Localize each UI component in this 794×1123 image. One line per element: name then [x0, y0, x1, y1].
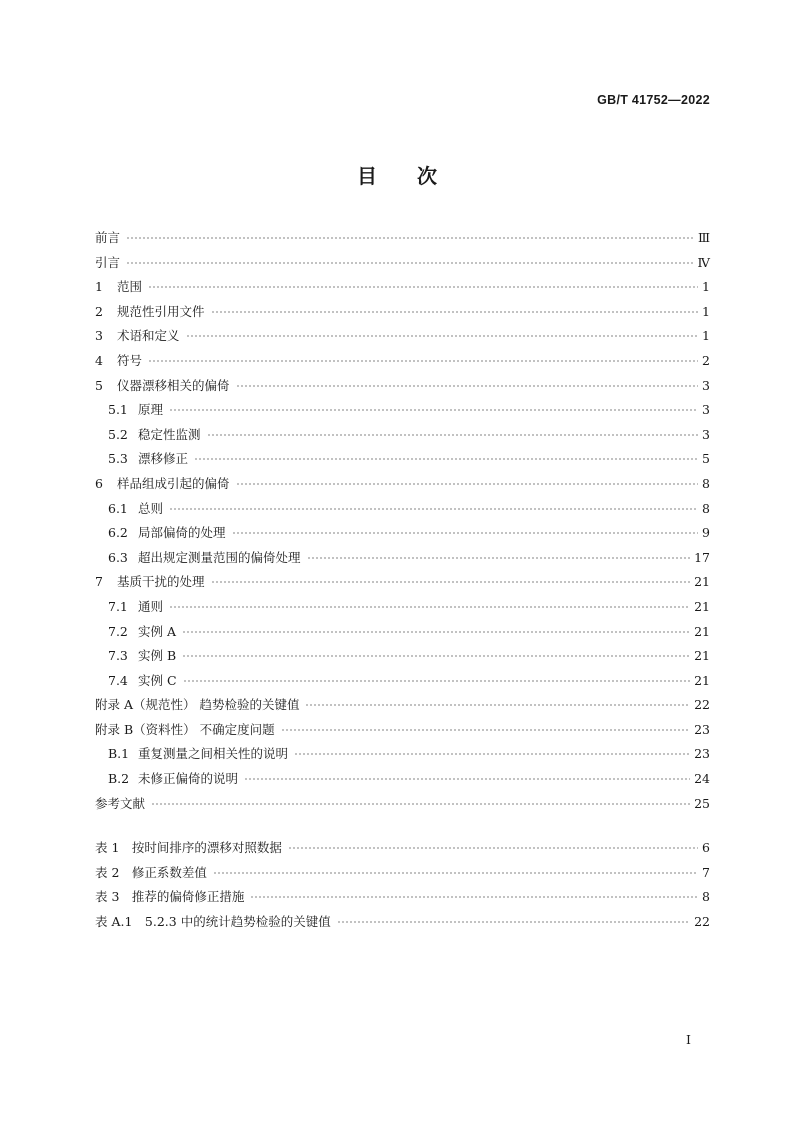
- toc-entry-title[interactable]: 实例 B: [138, 648, 177, 664]
- toc-entry-title[interactable]: 超出规定测量范围的偏倚处理: [138, 549, 301, 565]
- toc-entry[interactable]: [95, 226, 710, 251]
- dot-leader: [169, 409, 698, 411]
- toc-entry-title[interactable]: 重复测量之间相关性的说明: [138, 746, 289, 762]
- toc-entry-number: 6.1: [108, 500, 128, 516]
- toc-entry[interactable]: [95, 644, 710, 669]
- dot-leader: [288, 847, 698, 849]
- dot-leader: [232, 532, 699, 534]
- dot-leader: [126, 262, 693, 264]
- table-of-contents: [95, 226, 710, 816]
- toc-entry-title[interactable]: 表 1 按时间排序的漂移对照数据: [95, 840, 282, 855]
- toc-entry-title[interactable]: 局部偏倚的处理: [138, 525, 226, 541]
- toc-entry-number: 7.3: [108, 648, 128, 664]
- dot-leader: [337, 921, 690, 923]
- dot-leader: [250, 896, 698, 898]
- toc-entry-number: 7.4: [108, 672, 128, 688]
- list-of-tables: [95, 836, 710, 934]
- toc-entry-number: 7.2: [108, 623, 128, 639]
- dot-leader: [236, 483, 699, 485]
- toc-entry[interactable]: [95, 595, 710, 620]
- toc-entry[interactable]: [95, 300, 710, 325]
- toc-entry-page: 23: [694, 721, 710, 737]
- dot-leader: [186, 335, 699, 337]
- toc-entry[interactable]: [95, 836, 710, 861]
- toc-entry-title[interactable]: 附录 B（资料性） 不确定度问题: [95, 721, 275, 737]
- toc-entry-page: 21: [694, 648, 710, 664]
- toc-entry-title[interactable]: 未修正偏倚的说明: [138, 771, 239, 787]
- toc-entry-page: 23: [694, 746, 710, 762]
- dot-leader: [182, 631, 690, 633]
- dot-leader: [148, 286, 698, 288]
- toc-entry-page: 9: [702, 525, 710, 541]
- dot-leader: [305, 704, 690, 706]
- toc-entry-page: 22: [694, 697, 710, 713]
- toc-entry-page: 3: [702, 377, 710, 393]
- dot-leader: [182, 655, 690, 657]
- toc-entry-title[interactable]: 样品组成引起的偏倚: [117, 475, 230, 491]
- toc-entry[interactable]: [95, 349, 710, 374]
- page-title: 目次: [357, 164, 477, 188]
- toc-entry[interactable]: [95, 423, 710, 448]
- toc-entry-page: 24: [694, 771, 710, 787]
- toc-entry-page: 8: [702, 475, 710, 491]
- toc-entry-number: B.1: [108, 746, 130, 762]
- toc-entry-number: 2: [95, 303, 103, 319]
- toc-entry-number: 1: [95, 279, 103, 295]
- dot-leader: [126, 237, 694, 239]
- toc-entry-number: B.2: [108, 771, 130, 787]
- toc-entry-title[interactable]: 表 3 推荐的偏倚修正措施: [95, 889, 245, 905]
- toc-entry-title[interactable]: 原理: [138, 402, 164, 418]
- toc-entry[interactable]: [95, 669, 710, 694]
- dot-leader: [169, 508, 698, 510]
- toc-entry-title[interactable]: 通则: [138, 598, 164, 614]
- toc-entry[interactable]: [95, 472, 710, 497]
- toc-entry[interactable]: [95, 693, 710, 718]
- toc-entry-page: 21: [694, 574, 710, 590]
- toc-entry-page: 22: [694, 913, 710, 929]
- toc-entry[interactable]: [95, 792, 710, 817]
- dot-leader: [169, 606, 690, 608]
- toc-entry[interactable]: [95, 521, 710, 546]
- dot-leader: [148, 360, 698, 362]
- toc-entry[interactable]: [95, 398, 710, 423]
- page-number: I: [686, 1032, 691, 1047]
- toc-entry-page: 17: [694, 549, 710, 565]
- toc-entry-page: 3: [702, 426, 710, 442]
- toc-entry-number: 6: [95, 475, 103, 491]
- toc-entry-number: 4: [95, 352, 103, 368]
- toc-entry-page: 1: [702, 279, 710, 295]
- toc-entry[interactable]: [95, 546, 710, 571]
- toc-entry-title[interactable]: 参考文献: [95, 795, 146, 811]
- toc-entry-number: 3: [95, 328, 103, 344]
- toc-entry-number: 6.2: [108, 525, 128, 541]
- toc-entry-title[interactable]: 表 A.1 5.2.3 中的统计趋势检验的关键值: [95, 913, 331, 929]
- toc-entry-page: 25: [694, 795, 710, 811]
- toc-entry-title[interactable]: 漂移修正: [138, 451, 189, 467]
- toc-entry[interactable]: [95, 251, 710, 276]
- toc-entry[interactable]: [95, 742, 710, 767]
- dot-leader: [236, 385, 699, 387]
- toc-entry-title[interactable]: 前言: [95, 230, 121, 245]
- toc-entry-page: 21: [694, 672, 710, 688]
- toc-entry-page: 1: [702, 328, 710, 344]
- toc-entry-number: 5.2: [108, 426, 128, 442]
- dot-leader: [194, 458, 698, 460]
- toc-entry[interactable]: [95, 275, 710, 300]
- toc-entry-title[interactable]: 术语和定义: [117, 328, 180, 344]
- toc-entry[interactable]: [95, 374, 710, 399]
- toc-entry[interactable]: [95, 767, 710, 792]
- toc-entry-title[interactable]: 总则: [138, 500, 164, 516]
- toc-entry[interactable]: [95, 861, 710, 886]
- dot-leader: [151, 803, 690, 805]
- toc-entry-title[interactable]: 范围: [117, 279, 143, 295]
- toc-entry-title[interactable]: 仪器漂移相关的偏倚: [117, 377, 230, 393]
- toc-entry-title[interactable]: 引言: [95, 254, 121, 270]
- dot-leader: [213, 872, 698, 874]
- toc-entry-page: 1: [702, 303, 710, 319]
- toc-entry[interactable]: [95, 910, 710, 935]
- toc-entry-title[interactable]: 规范性引用文件: [117, 303, 205, 319]
- toc-entry[interactable]: [95, 324, 710, 349]
- toc-entry-title[interactable]: 附录 A（规范性） 趋势检验的关键值: [95, 697, 300, 713]
- toc-entry-title[interactable]: 表 2 修正系数差值: [95, 864, 207, 880]
- toc-entry-title[interactable]: 符号: [117, 352, 143, 368]
- standard-code: GB/T 41752—2022: [597, 93, 710, 107]
- toc-entry-page: Ⅳ: [697, 254, 710, 270]
- toc-entry-number: 7: [95, 574, 103, 590]
- toc-entry[interactable]: [95, 497, 710, 522]
- dot-leader: [307, 557, 691, 559]
- toc-entry-page: 5: [702, 451, 710, 467]
- dot-leader: [211, 311, 699, 313]
- toc-entry[interactable]: [95, 447, 710, 472]
- dot-leader: [281, 729, 690, 731]
- toc-entry-page: 3: [702, 402, 710, 418]
- toc-entry-page: 8: [702, 889, 710, 905]
- toc-entry-title[interactable]: 稳定性监测: [138, 426, 201, 442]
- dot-leader: [244, 778, 690, 780]
- toc-entry-number: 5.3: [108, 451, 128, 467]
- toc-entry-title[interactable]: 基质干扰的处理: [117, 574, 205, 590]
- toc-entry-page: 21: [694, 623, 710, 639]
- dot-leader: [207, 434, 699, 436]
- toc-entry-title[interactable]: 实例 C: [138, 672, 177, 688]
- toc-entry-number: 5: [95, 377, 103, 393]
- toc-entry-page: 7: [702, 864, 710, 880]
- toc-entry-number: 5.1: [108, 402, 128, 418]
- dot-leader: [183, 680, 691, 682]
- toc-entry[interactable]: [95, 718, 710, 743]
- toc-entry-page: 21: [694, 598, 710, 614]
- toc-entry-number: 7.1: [108, 598, 128, 614]
- toc-entry-page: 8: [702, 500, 710, 516]
- toc-entry[interactable]: [95, 885, 710, 910]
- toc-entry-page: 6: [702, 840, 710, 855]
- dot-leader: [294, 753, 690, 755]
- toc-entry-number: 6.3: [108, 549, 128, 565]
- toc-entry[interactable]: [95, 620, 710, 645]
- toc-entry[interactable]: [95, 570, 710, 595]
- toc-entry-title[interactable]: 实例 A: [138, 623, 177, 639]
- toc-entry-page: Ⅲ: [697, 230, 710, 245]
- dot-leader: [211, 581, 691, 583]
- toc-entry-page: 2: [702, 352, 710, 368]
